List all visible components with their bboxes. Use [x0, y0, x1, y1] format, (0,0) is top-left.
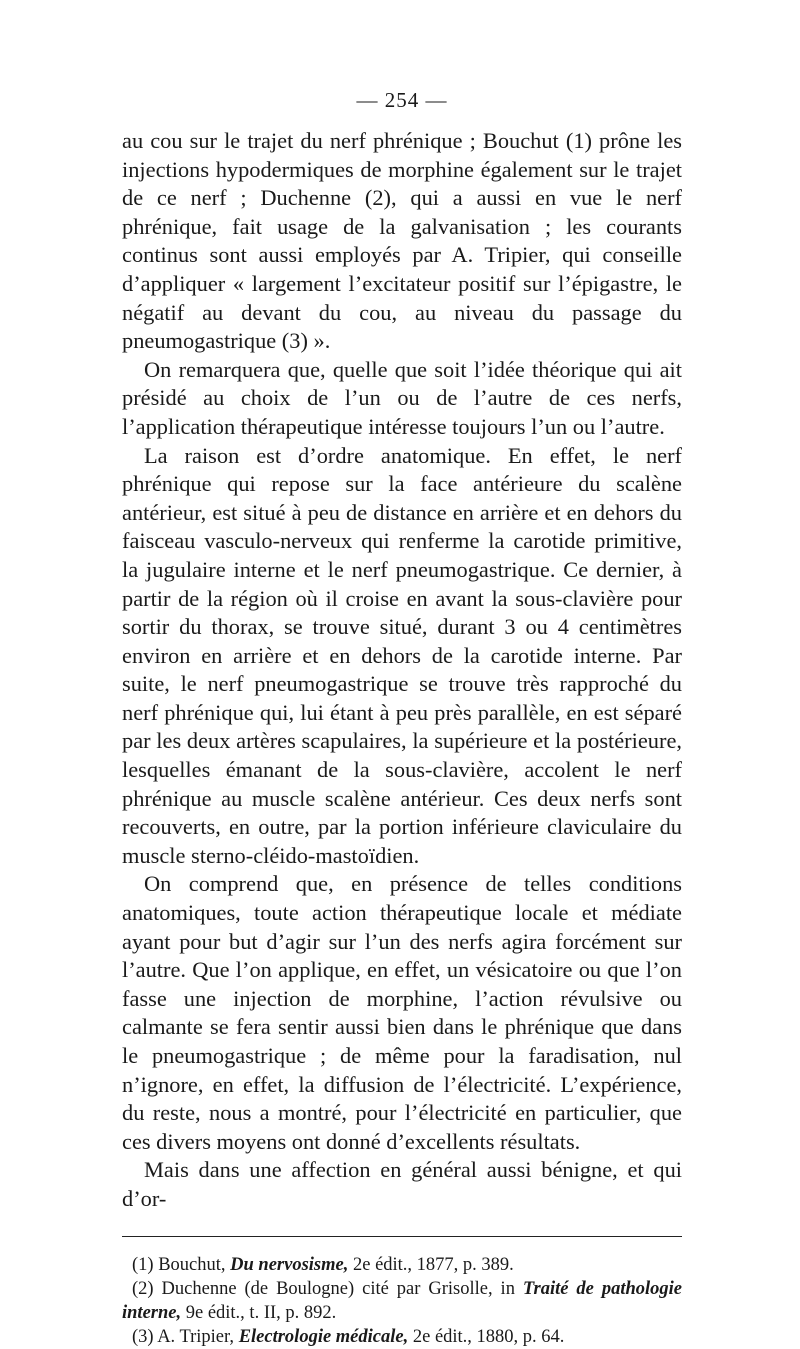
footnote-details: 9e édit., t. II, p. 892.: [185, 1302, 337, 1323]
footnote-title: Du nervosisme,: [230, 1254, 349, 1275]
paragraph: au cou sur le trajet du nerf phrénique ; Bouchut (1) prône les injections hypodermiques de morphine également sur le trajet de ce nerf ; Duchenne (2), qui a aussi en vue le nerf phrénique, fait usage de la galvanisation ; les courants continus sont aussi employés par A. Tripier, qui conseille d’appliquer « largement l’excitateur positif sur l’épigastre, le négatif au devant du cou, au niveau du passage du pneumogastrique (3) ».: [122, 128, 682, 354]
paragraph: On comprend que, en présence de telles conditions anatomiques, toute action thérapeutique locale et médiate ayant pour but d’agir sur l’un des nerfs agira forcément sur l’autre. Que l’on applique, en effet, un vésicatoire ou que l’on fasse une injection de morphine, l’action révulsive ou calmante se fera sentir aussi bien dans le phrénique que dans le pneumogastrique ; de même pour la faradisation, nul n’ignore, en effet, la diffusion de l’électricité. L’expérience, du reste, nous a montré, pour l’électricité en particulier, que ces divers moyens ont donné d’excellents résultats.: [122, 871, 682, 1154]
page-number: — 254 —: [356, 88, 448, 112]
footnote-marker: (2): [132, 1278, 154, 1299]
footnote-author: Bouchut,: [158, 1254, 226, 1275]
footnote: [122, 1325, 682, 1349]
body-text: [122, 127, 682, 1214]
paragraph: La raison est d’ordre anatomique. En effet, le nerf phrénique qui repose sur la face antérieure du scalène antérieur, est situé à peu de distance en arrière et en dehors du faisceau vasculo-nerveux qui renferme la carotide primitive, la jugulaire interne et le nerf pneumogastrique. Ce dernier, à partir de la région où il croise en avant la sous-clavière pour sortir du thorax, se trouve situé, durant 3 ou 4 centimètres environ en arrière et en dehors de la carotide interne. Par suite, le nerf pneumogastrique se trouve très rapproché du nerf phrénique qui, lui étant à peu près parallèle, en est séparé par les deux artères scapulaires, la supérieure et la postérieure, lesquelles émanant de la sous-clavière, accolent le nerf phrénique au muscle scalène antérieur. Ces deux nerfs sont recouverts, en outre, par la portion inférieure claviculaire du muscle sterno-cléido-mastoïdien.: [122, 442, 682, 868]
footnote-author: A. Tripier,: [157, 1326, 235, 1347]
footnote-author: Duchenne (de Boulogne) cité par Grisolle, in: [161, 1278, 515, 1299]
footnote-details: 2e édit., 1880, p. 64.: [412, 1326, 565, 1347]
footnote-title: Traité de pathologie interne,: [122, 1278, 683, 1323]
footnote: [122, 1253, 682, 1277]
footnote-divider: [122, 1236, 682, 1237]
paragraph: Mais dans une affection en général aussi bénigne, et qui d’or-: [122, 1157, 682, 1211]
footnote-marker: (1): [132, 1254, 154, 1275]
footnote-details: 2e édit., 1877, p. 389.: [352, 1254, 514, 1275]
paragraph: On remarquera que, quelle que soit l’idée théorique qui ait présidé au choix de l’un ou de l’autre de ces nerfs, l’application thérapeutique intéresse toujours l’un ou l’autre.: [122, 356, 682, 439]
footnotes: [122, 1253, 682, 1349]
footnote: [122, 1277, 682, 1325]
footnote-title: Electrologie médicale,: [238, 1326, 409, 1347]
footnote-marker: (3): [132, 1326, 154, 1347]
